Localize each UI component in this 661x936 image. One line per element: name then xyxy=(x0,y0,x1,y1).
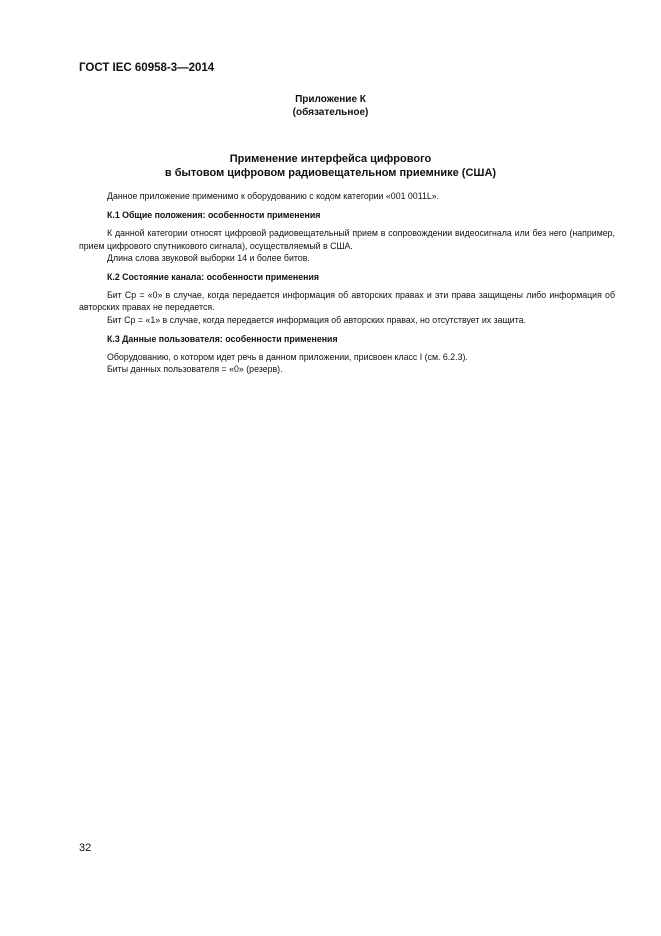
appendix-heading xyxy=(0,93,661,119)
document-code: ГОСТ IEC 60958-3—2014 xyxy=(79,62,215,74)
paragraph: Бит Cp = «0» в случае, когда передается информация об авторских правах и эти права защищены либо информация об авторских правах не передается. xyxy=(79,290,615,313)
paragraph: Биты данных пользователя = «0» (резерв). xyxy=(107,364,283,375)
paragraph: К данной категории относят цифровой радиовещательный прием в сопровождении видеосигнала или без него (например, прием цифрового спутникового сигнала), осуществляемый в США. xyxy=(79,228,615,251)
paragraph: Бит Cp = «1» в случае, когда передается информация об авторских правах, но отсутствует их защита. xyxy=(107,314,526,325)
title-line-1: Применение интерфейса цифрового xyxy=(229,153,432,165)
paragraph: Длина слова звуковой выборки 14 и более битов. xyxy=(107,252,310,263)
appendix-label: Приложение К xyxy=(295,94,366,105)
appendix-status: (обязательное) xyxy=(292,107,369,118)
title-line-2: в бытовом цифровом радиовещательном приемнике (США) xyxy=(164,167,497,179)
section-heading-k2: К.2 Состояние канала: особенности применения xyxy=(107,272,319,283)
page-number: 32 xyxy=(79,842,92,854)
document-body xyxy=(79,190,615,375)
section-heading-k1: К.1 Общие положения: особенности применения xyxy=(107,210,321,221)
paragraph: Оборудованию, о котором идет речь в данном приложении, присвоен класс I (см. 6.2.3). xyxy=(107,352,468,363)
section-heading-k3: К.3 Данные пользователя: особенности применения xyxy=(107,333,338,344)
page-title xyxy=(0,152,661,180)
intro-paragraph: Данное приложение применимо к оборудованию с кодом категории «001 0011L». xyxy=(107,191,440,201)
